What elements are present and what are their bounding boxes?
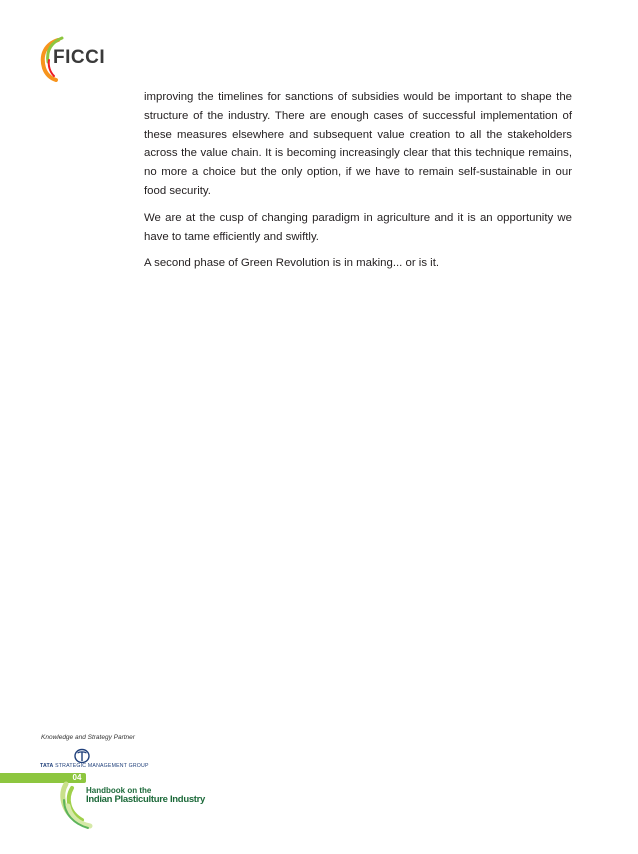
- ficci-logo-text: FICCI: [53, 47, 106, 68]
- page-number: 04: [68, 773, 86, 783]
- handbook-title: [86, 786, 205, 804]
- tata-strategic-text: [40, 763, 149, 769]
- ficci-logo: [36, 36, 108, 82]
- paragraph-2: We are at the cusp of changing paradigm in agriculture and it is an opportunity we have to tame efficiently and swiftly.: [144, 211, 572, 243]
- handbook-line-2: Indian Plasticulture Industry: [86, 794, 206, 805]
- paragraph-3: A second phase of Green Revolution is in making... or is it.: [144, 257, 440, 270]
- paragraph-1: improving the timelines for sanctions of subsidies would be important to shape the structure of the industry. There are enough cases of successful implementation of these measures elsewhere and subsequent value creation to all the stakeholders across the value chain. It is becoming increasingly clear that this technique remains, no more a choice but the only option, if we have to remain self-sustainable in our food security.: [144, 91, 572, 197]
- partner-label: Knowledge and Strategy Partner: [41, 734, 135, 741]
- tata-group: STRATEGIC MANAGEMENT GROUP: [55, 763, 149, 769]
- body-text: [144, 88, 572, 281]
- handbook-line-1: Handbook on the: [86, 786, 152, 795]
- tata-logo-icon: [74, 748, 90, 764]
- tata-brand: TATA: [40, 763, 54, 769]
